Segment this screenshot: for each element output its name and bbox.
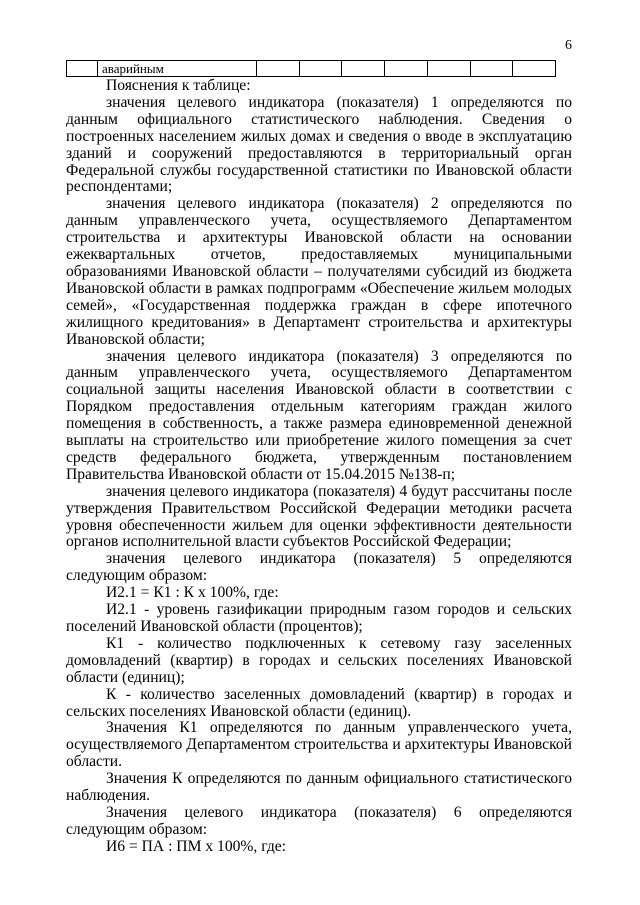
- table-cell-empty: [299, 61, 342, 77]
- indicator-2-paragraph: значения целевого индикатора (показателя) 2 определяются по данным управленческого учета, осуществляемого Департаментом строительства и архитектуры Ивановской области на основании ежеквартальных отчетов, предоставляемых муниципальными образованиями Ивановской области – получателями субсидий из бюджета Ивановской области в рамках подпрограмм «Обеспечение жильем молодых семей», «Государственная поддержка граждан в сфере ипотечного жилищного кредитования» в Департамент строительства и архитектуры Ивановской области;: [66, 195, 572, 348]
- definition-i2-1: И2.1 - уровень газификации природным газом городов и сельских поселений Ивановской области (процентов);: [66, 601, 572, 635]
- formula-i6: И6 = ПА : ПМ х 100%, где:: [106, 837, 287, 855]
- indicator-3-paragraph: значения целевого индикатора (показателя) 3 определяются по данным управленческого учета, осуществляемого Департаментом социальной защиты населения Ивановской области в соответствии с Порядком предоставления отдельным категориям граждан жилого помещения в собственность, а также размера единовременной денежной выплаты на строительство или приобретение жилого помещения за счет средств федерального бюджета, утвержденным постановлением Правительства Ивановской области от 15.04.2015 №138-п;: [66, 347, 572, 483]
- table-cell-empty: [257, 61, 300, 77]
- indicator-1-paragraph: значения целевого индикатора (показателя) 1 определяются по данным официального статистического наблюдения. Сведения о построенных населением жилых домах и сведения о вводе в эксплуатацию зданий и сооружений предоставляются в территориальный орган Федеральной службы государственной статистики по Ивановской области респондентами;: [66, 93, 572, 196]
- k-source-paragraph: Значения К определяются по данным официального статистического наблюдения.: [66, 770, 572, 805]
- document-body: [66, 78, 572, 856]
- table-cell-empty: [513, 61, 556, 77]
- table-cell-empty: [67, 61, 98, 77]
- table-cell-empty: [470, 61, 513, 77]
- table-cell-empty: [342, 61, 385, 77]
- table-row: [67, 61, 556, 77]
- table-cell-empty: [385, 61, 428, 77]
- k1-source-paragraph: Значения К1 определяются по данным управленческого учета, осуществляемого Департаментом строительства и архитектуры Ивановской области.: [66, 719, 572, 771]
- indicator-4-paragraph: значения целевого индикатора (показателя) 4 будут рассчитаны после утверждения Правительством Российской Федерации методики расчета уровня обеспеченности жильем для оценки эффективности деятельности органов исполнительной власти субъектов Российской Федерации;: [66, 482, 572, 551]
- definition-k: К - количество заселенных домовладений (квартир) в городах и сельских поселениях Ивановской области (единиц).: [66, 685, 572, 720]
- indicator-table-fragment: [66, 60, 556, 77]
- table-cell-empty: [427, 61, 470, 77]
- table-cell-label: аварийным: [98, 61, 257, 77]
- table-notes-heading: Пояснения к таблице:: [106, 77, 251, 94]
- formula-i2-1: И2.1 = К1 : К х 100%, где:: [106, 584, 279, 602]
- indicator-5-paragraph: значения целевого индикатора (показателя) 5 определяются следующим образом:: [66, 550, 572, 585]
- page-number: 6: [565, 38, 572, 53]
- definition-k1: К1 - количество подключенных к сетевому газу заселенных домовладений (квартир) в городах и сельских поселениях Ивановской области (единиц);: [66, 634, 572, 686]
- indicator-6-paragraph: Значения целевого индикатора (показателя) 6 определяются следующим образом:: [66, 803, 572, 838]
